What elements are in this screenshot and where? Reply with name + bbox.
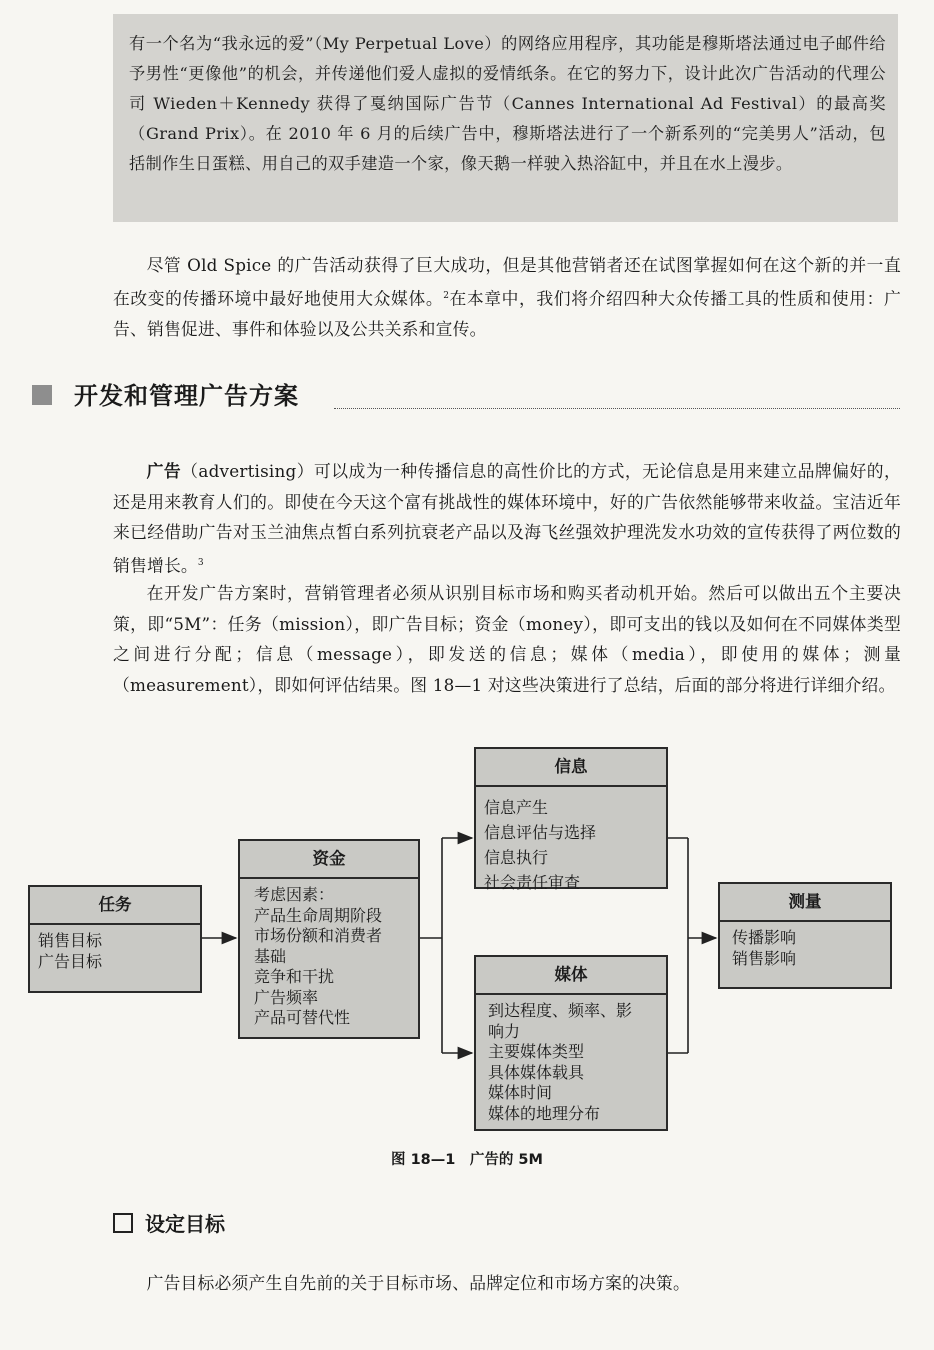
box-media-items xyxy=(476,995,666,1130)
term-advertising: 广告 xyxy=(146,461,182,481)
mission-item: 广告目标 xyxy=(38,951,103,971)
message-item: 信息评估与选择 xyxy=(484,823,597,842)
section-heading xyxy=(32,378,900,414)
box-money-title: 资金 xyxy=(240,841,418,879)
figure-caption: 图 18—1 广告的 5M xyxy=(391,1152,543,1168)
subsection-title: 设定目标 xyxy=(145,1212,225,1236)
section-dotted-rule xyxy=(334,408,900,409)
measurement-item: 传播影响 xyxy=(732,928,797,947)
measurement-item: 销售影响 xyxy=(732,948,797,968)
media-item: 响力 xyxy=(488,1021,521,1041)
box-money-items xyxy=(240,879,418,1035)
footnote-ref-3: 3 xyxy=(197,557,204,568)
intro-text-after: 在本章中，我们将介绍四种大众传播工具的性质和使用：广告、销售促进、事件和体验以及公共关系和宣传。 xyxy=(113,288,901,339)
section-square-icon xyxy=(32,385,52,405)
box-measurement-items xyxy=(720,922,890,975)
callout-text: 有一个名为“我永远的爱”（My Perpetual Love）的网络应用程序，其功能是穆斯塔法通过电子邮件给予男性“更像他”的机会，并传递他们爱人虚拟的爱情纸条。在它的努力下，设计此次广告活动的代理公司 Wieden＋Kennedy 获得了戛纳国际广告节（Cannes International Ad Festival）的最高奖（Grand Prix）。在 2010 年 6 月的后续广告中，穆斯塔法进行了一个新系列的“完美男人”活动，包括制作生日蛋糕、用自己的双手建造一个家，像天鹅一样驶入热浴缸中，并且在水上漫步。 xyxy=(129,34,886,173)
advertising-text: （advertising）可以成为一种传播信息的高性价比的方式，无论信息是用来建立品牌偏好的，还是用来教育人们的。即使在今天这个富有挑战性的媒体环境中，好的广告依然能够带来收益。宝洁近年来已经借助广告对玉兰油焦点皙白系列抗衰老产品以及海飞丝强效护理洗发水功效的宣传获得了两位数的销售增长。 xyxy=(113,461,901,576)
five-m-paragraph xyxy=(113,578,901,700)
intro-text: 尽管 Old Spice 的广告活动获得了巨大成功，但是其他营销者还在试图掌握如何在这个新的并一直在改变的传播环境中最好地使用大众媒体。 xyxy=(113,255,901,309)
box-mission-title: 任务 xyxy=(30,887,200,925)
advertising-paragraph xyxy=(113,456,901,581)
box-media-title: 媒体 xyxy=(476,957,666,995)
checkbox-square-icon xyxy=(113,1213,133,1233)
box-message xyxy=(474,747,668,892)
box-money xyxy=(238,839,420,1039)
subsection-heading xyxy=(113,1208,225,1237)
media-item: 到达程度、频率、影 xyxy=(488,1001,633,1020)
five-m-diagram xyxy=(0,735,934,1175)
callout-box xyxy=(113,14,898,222)
footnote-ref-2: 2 xyxy=(443,290,450,301)
money-item: 考虑因素： xyxy=(254,885,335,904)
box-message-title: 信息 xyxy=(476,749,666,787)
money-item: 竞争和干扰 xyxy=(254,967,335,986)
money-item: 产品可替代性 xyxy=(254,1008,351,1027)
media-item: 媒体的地理分布 xyxy=(488,1103,601,1123)
five-m-text: 在开发广告方案时，营销管理者必须从识别目标市场和购买者动机开始。然后可以做出五个主要决策，即“5M”：任务（mission），即广告目标；资金（money），即可支出的钱以及如何在不同媒体类型之间进行分配；信息（message），即发送的信息；媒体（media），即使用的媒体；测量（measurement），即如何评估结果。图 18—1 对这些决策进行了总结，后面的部分将进行详细介绍。 xyxy=(113,583,901,695)
message-item: 社会责任审查 xyxy=(484,873,581,892)
intro-paragraph xyxy=(113,250,901,344)
closing-paragraph xyxy=(113,1268,901,1299)
box-message-items xyxy=(476,787,666,901)
box-measurement xyxy=(718,882,892,989)
message-item: 信息产生 xyxy=(484,798,549,817)
message-item: 信息执行 xyxy=(484,848,549,867)
box-measurement-title: 测量 xyxy=(720,884,890,922)
media-item: 媒体时间 xyxy=(488,1083,553,1102)
media-item: 具体媒体载具 xyxy=(488,1062,585,1082)
media-item: 主要媒体类型 xyxy=(488,1042,585,1061)
money-item: 市场份额和消费者 xyxy=(254,926,383,945)
closing-text: 广告目标必须产生自先前的关于目标市场、品牌定位和市场方案的决策。 xyxy=(146,1273,690,1293)
money-item: 基础 xyxy=(254,946,287,966)
money-item: 产品生命周期阶段 xyxy=(254,905,383,925)
box-mission-items xyxy=(30,925,200,978)
box-media xyxy=(474,955,668,1131)
mission-item: 销售目标 xyxy=(38,931,103,950)
money-item: 广告频率 xyxy=(254,987,319,1007)
section-title: 开发和管理广告方案 xyxy=(74,382,299,410)
box-mission xyxy=(28,885,202,993)
